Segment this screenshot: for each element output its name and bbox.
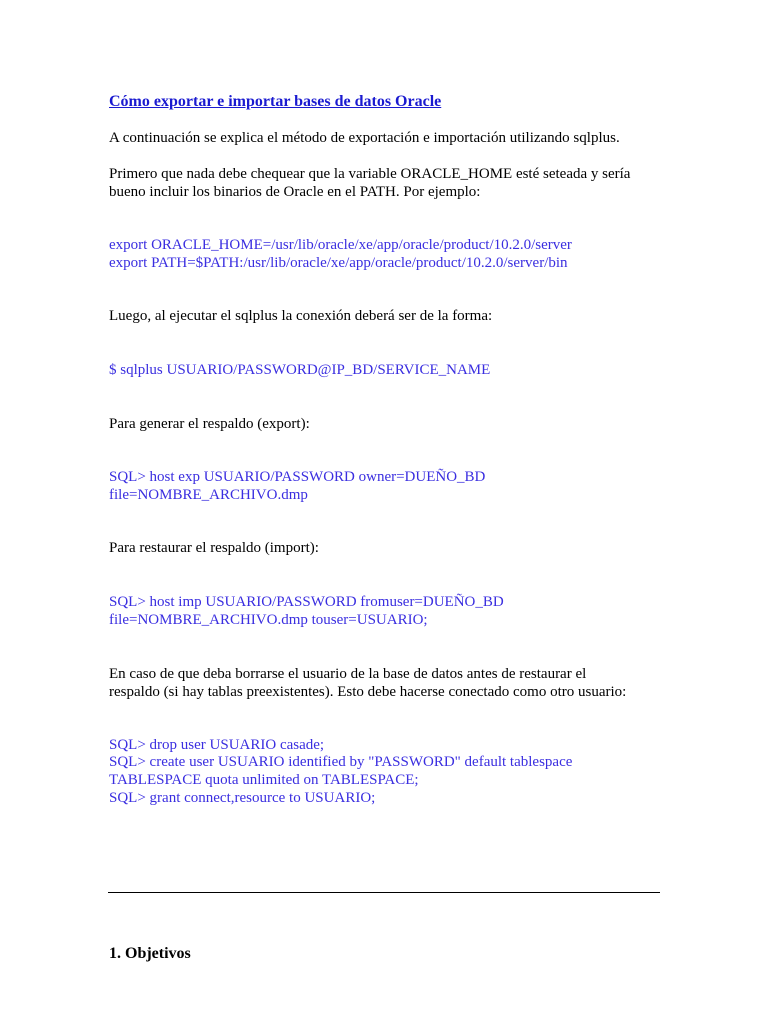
- drop-user-paragraph-line-1: En caso de que deba borrarse el usuario de la base de datos antes de restaurar el: [109, 666, 587, 682]
- create-user-command-line-1: SQL> create user USUARIO identified by "PASSWORD" default tablespace: [109, 754, 573, 770]
- export-paragraph: Para generar el respaldo (export):: [109, 416, 310, 432]
- import-command-line-1: SQL> host imp USUARIO/PASSWORD fromuser=DUEÑO_BD: [109, 594, 504, 610]
- import-command-line-2: file=NOMBRE_ARCHIVO.dmp touser=USUARIO;: [109, 612, 428, 628]
- document-title-link[interactable]: Cómo exportar e importar bases de datos Oracle: [109, 93, 442, 110]
- drop-user-paragraph-line-2: respaldo (si hay tablas preexistentes). Esto debe hacerse conectado como otro usuario:: [109, 684, 627, 700]
- connect-paragraph: Luego, al ejecutar el sqlplus la conexión deberá ser de la forma:: [109, 308, 493, 324]
- grant-command: SQL> grant connect,resource to USUARIO;: [109, 790, 376, 806]
- create-user-command-line-2: TABLESPACE quota unlimited on TABLESPACE;: [109, 772, 419, 788]
- horizontal-divider: [108, 892, 660, 893]
- prereq-paragraph-line-2: bueno incluir los binarios de Oracle en el PATH. Por ejemplo:: [109, 184, 481, 200]
- intro-paragraph: A continuación se explica el método de exportación e importación utilizando sqlplus.: [109, 130, 620, 146]
- sqlplus-connect-command: $ sqlplus USUARIO/PASSWORD@IP_BD/SERVICE_NAME: [109, 362, 491, 378]
- export-command-line-2: file=NOMBRE_ARCHIVO.dmp: [109, 487, 308, 503]
- prereq-paragraph-line-1: Primero que nada debe chequear que la variable ORACLE_HOME esté seteada y sería: [109, 166, 631, 182]
- section-heading-objetivos: 1. Objetivos: [109, 945, 191, 962]
- env-export-path: export PATH=$PATH:/usr/lib/oracle/xe/app/oracle/product/10.2.0/server/bin: [109, 255, 568, 271]
- export-command-line-1: SQL> host exp USUARIO/PASSWORD owner=DUEÑO_BD: [109, 469, 486, 485]
- drop-user-command: SQL> drop user USUARIO casade;: [109, 737, 325, 753]
- import-paragraph: Para restaurar el respaldo (import):: [109, 540, 319, 556]
- env-export-oracle-home: export ORACLE_HOME=/usr/lib/oracle/xe/app/oracle/product/10.2.0/server: [109, 237, 572, 253]
